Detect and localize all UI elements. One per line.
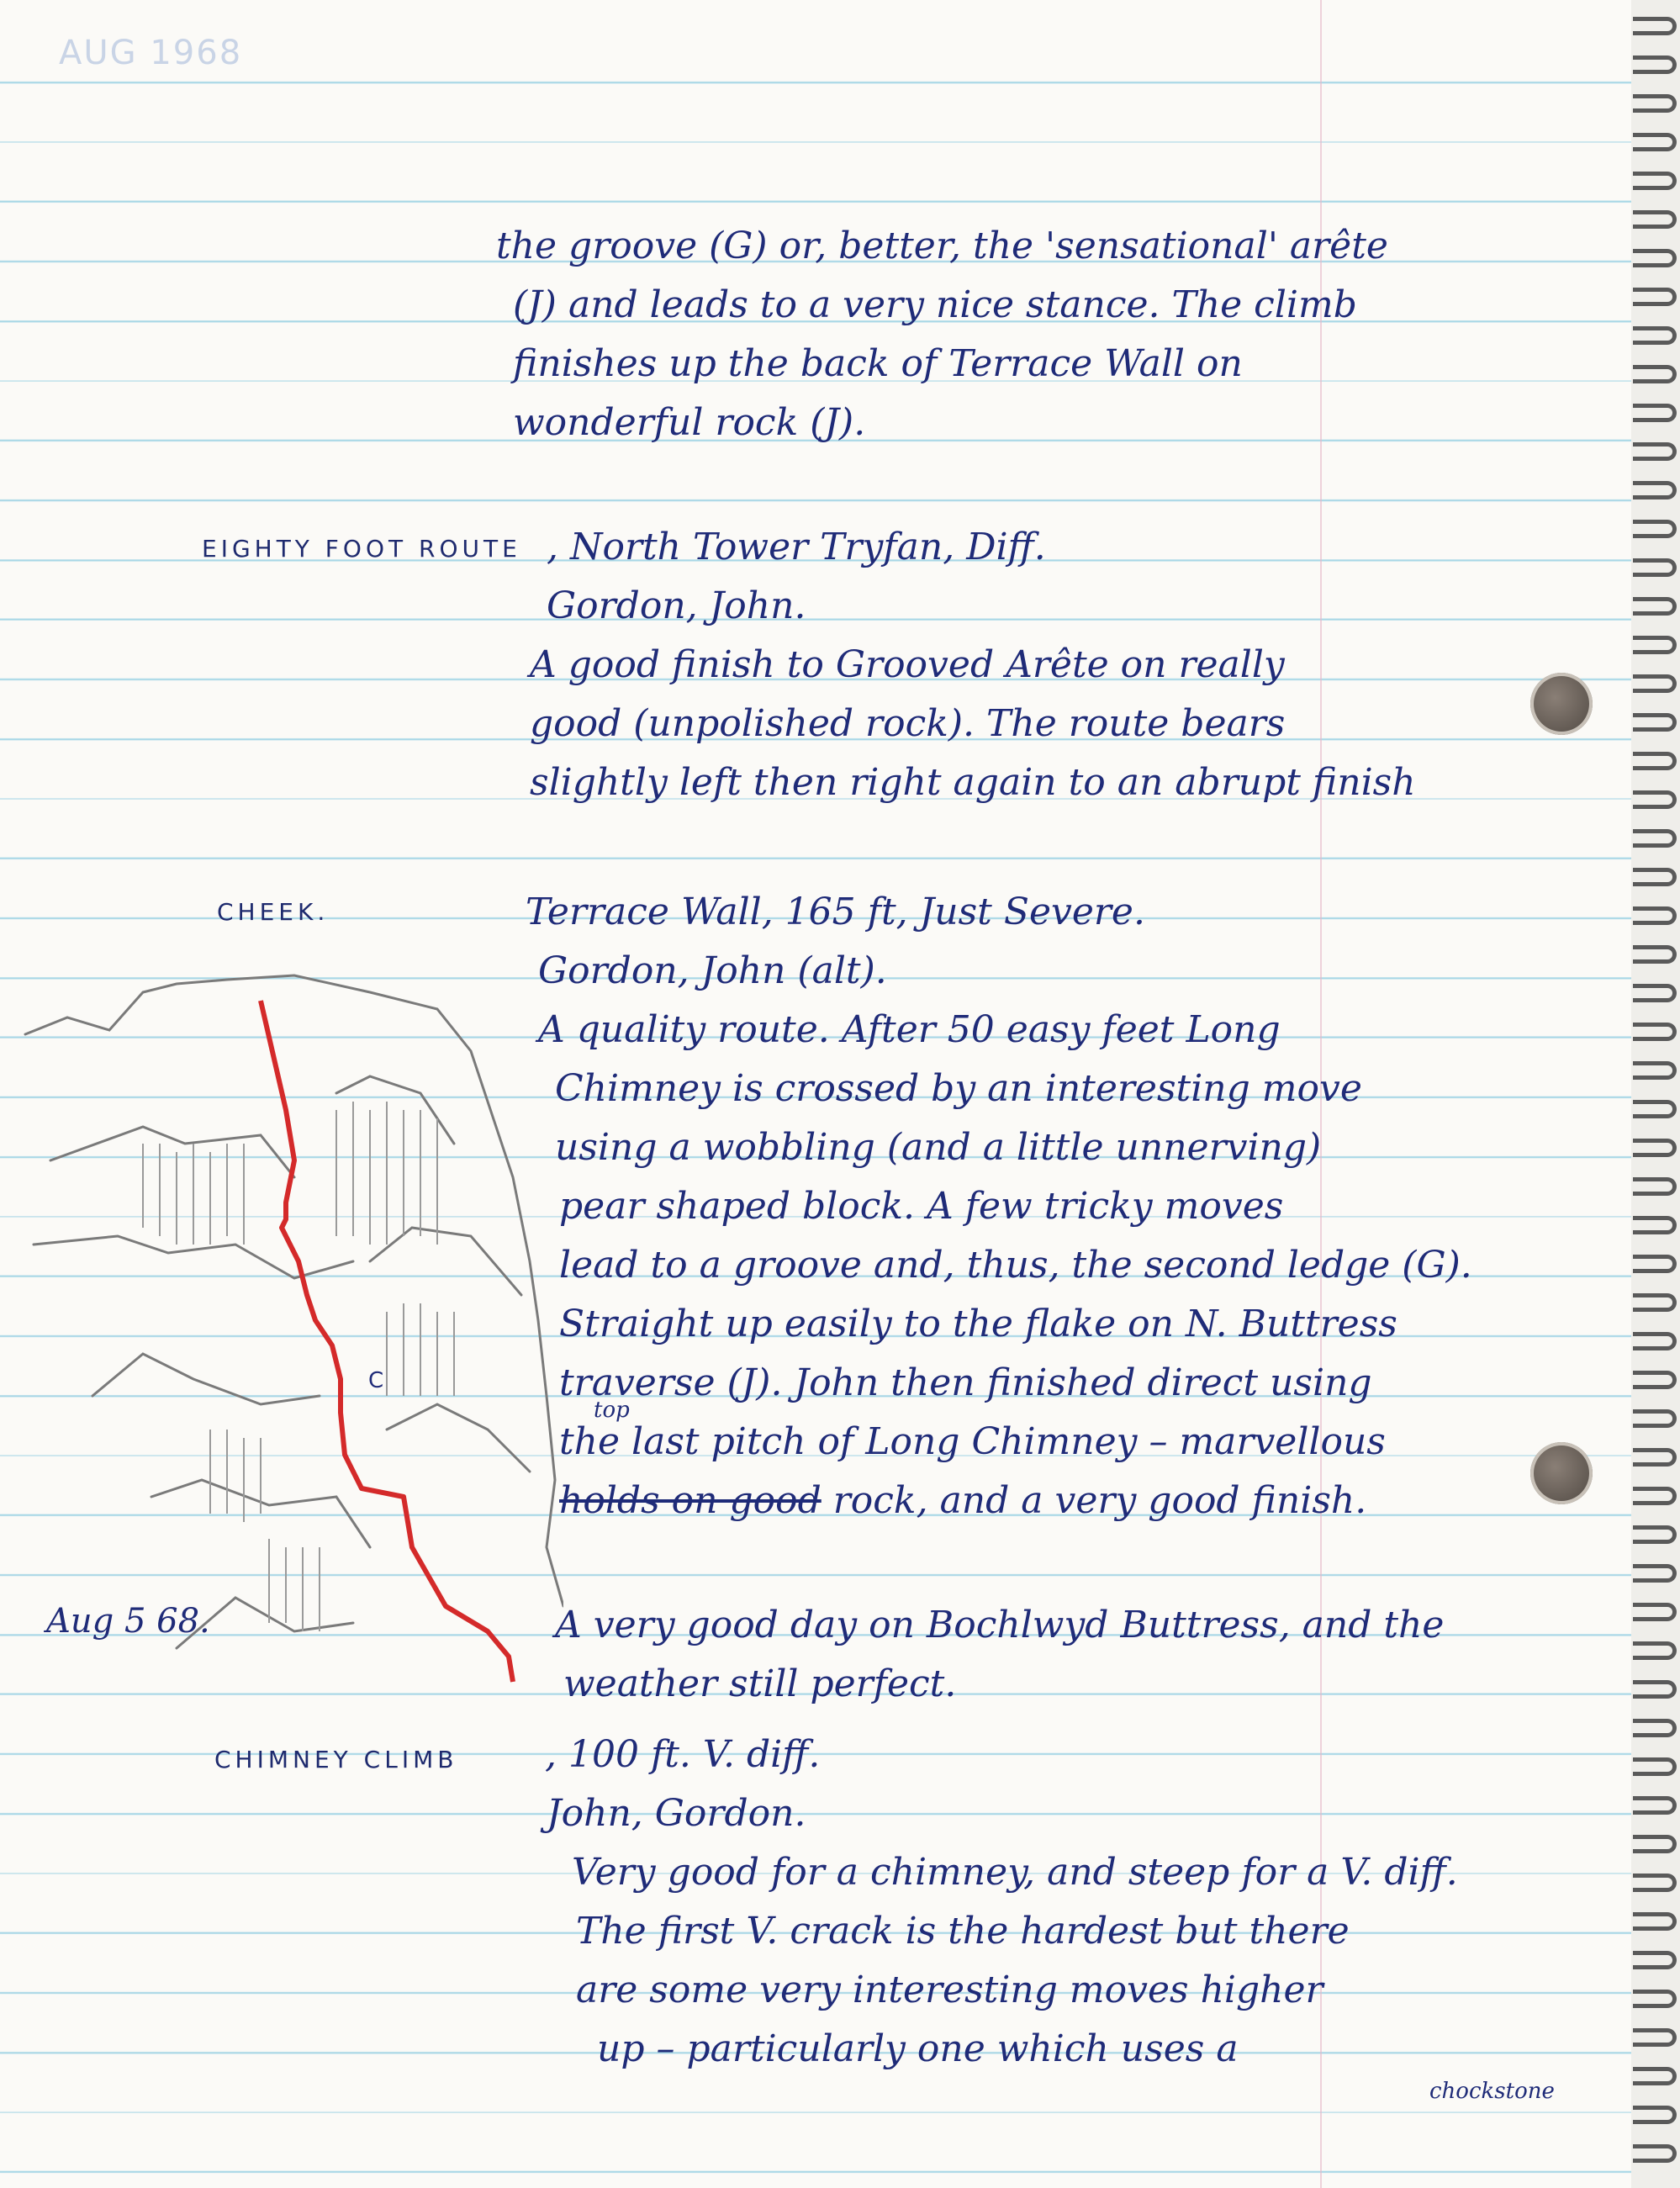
hatching <box>143 1144 244 1245</box>
spiral-coil <box>1633 1177 1677 1196</box>
spiral-coil <box>1633 442 1677 461</box>
date-stamp: AUG 1968 <box>59 34 243 72</box>
text-line: The first V. crack is the hardest but there <box>576 1910 1350 1953</box>
spiral-coil <box>1633 288 1677 306</box>
spiral-coil <box>1633 1216 1677 1234</box>
route-header: , North Tower Tryfan, Diff. <box>547 526 1046 568</box>
text-line: Straight up easily to the flake on N. Buttress <box>559 1303 1397 1345</box>
spiral-coil <box>1633 1448 1677 1467</box>
text-line: Very good for a chimney, and steep for a V. diff. <box>572 1851 1458 1894</box>
route-name: CHIMNEY CLIMB <box>214 1746 458 1773</box>
struck-text: holds on good <box>559 1479 822 1522</box>
spiral-coil <box>1633 133 1677 151</box>
spiral-coil <box>1633 1719 1677 1737</box>
spiral-coil <box>1633 365 1677 383</box>
entry-date: Aug 5 68. <box>46 1602 210 1641</box>
hatching <box>269 1539 320 1631</box>
spiral-coil <box>1633 1641 1677 1660</box>
spiral-coil <box>1633 674 1677 693</box>
spiral-coil <box>1633 1835 1677 1853</box>
spiral-coil <box>1633 210 1677 229</box>
binder-hole <box>1530 673 1593 735</box>
sketch-marker-c: C <box>368 1368 384 1393</box>
ledge-line <box>387 1404 530 1472</box>
spiral-coil <box>1633 1409 1677 1428</box>
text-tail: rock, and a very good finish. <box>832 1479 1367 1522</box>
ledge-line <box>92 1354 320 1404</box>
text-line: are some very interesting moves higher <box>576 1969 1323 2011</box>
route-header: Terrace Wall, 165 ft, Just Severe. <box>526 891 1145 933</box>
ledge-line <box>50 1127 294 1177</box>
text-line: the groove (G) or, better, the 'sensational' arête <box>496 225 1388 267</box>
spiral-coil <box>1633 326 1677 345</box>
text-line: good (unpolished rock). The route bears <box>530 702 1286 745</box>
text-line: A very good day on Bochlwyd Buttress, and the <box>555 1604 1445 1646</box>
text-line: (J) and leads to a very nice stance. The climb <box>513 283 1357 326</box>
route-header: , 100 ft. V. diff. <box>545 1733 821 1776</box>
crag-sketch <box>17 959 563 1715</box>
margin-note: chockstone <box>1429 2079 1555 2104</box>
binder-hole <box>1530 1442 1593 1504</box>
spiral-coil <box>1633 790 1677 809</box>
spiral-coil <box>1633 984 1677 1002</box>
spiral-coil <box>1633 94 1677 113</box>
hatching <box>336 1102 437 1245</box>
text-line: traverse (J). John then finished direct using <box>559 1361 1372 1404</box>
spiral-coil <box>1633 1680 1677 1699</box>
text-line: A good finish to Grooved Arête on really <box>530 643 1285 686</box>
spiral-coil <box>1633 1796 1677 1815</box>
text-line: A quality route. After 50 easy feet Long <box>538 1008 1281 1051</box>
route-party: Gordon, John. <box>547 584 806 627</box>
spiral-coil <box>1633 829 1677 848</box>
spiral-coil <box>1633 1061 1677 1080</box>
spiral-coil <box>1633 1371 1677 1389</box>
hatching <box>387 1303 454 1396</box>
spiral-coil <box>1633 1487 1677 1505</box>
text-line: finishes up the back of Terrace Wall on <box>513 342 1243 385</box>
spiral-coil <box>1633 1293 1677 1312</box>
route-name: CHEEK. <box>217 898 330 926</box>
text-line: up – particularly one which uses a <box>597 2027 1239 2070</box>
spiral-coil <box>1633 2106 1677 2124</box>
spiral-coil <box>1633 249 1677 267</box>
spiral-coil <box>1633 558 1677 577</box>
spiral-coil <box>1633 636 1677 654</box>
text-line: weather still perfect. <box>563 1662 957 1705</box>
crag-outline <box>25 975 563 1606</box>
spiral-coil <box>1633 1100 1677 1118</box>
text-line: using a wobbling (and a little unnerving) <box>555 1126 1322 1169</box>
route-party: John, Gordon. <box>547 1792 806 1835</box>
text-line: Chimney is crossed by an interesting move <box>555 1067 1362 1110</box>
inserted-word: top <box>594 1398 630 1423</box>
spiral-coil <box>1633 1139 1677 1157</box>
hatching <box>210 1430 261 1522</box>
spiral-coil <box>1633 2144 1677 2163</box>
spiral-coil <box>1633 2067 1677 2085</box>
spiral-coil <box>1633 906 1677 925</box>
spiral-coil <box>1633 481 1677 499</box>
ledge-line <box>177 1598 353 1648</box>
spiral-binding <box>1631 0 1680 2188</box>
spiral-coil <box>1633 1023 1677 1041</box>
route-name: EIGHTY FOOT ROUTE <box>202 535 521 563</box>
spiral-coil <box>1633 1603 1677 1621</box>
spiral-coil <box>1633 1525 1677 1544</box>
spiral-coil <box>1633 1255 1677 1273</box>
spiral-coil <box>1633 55 1677 74</box>
text-line: lead to a groove and, thus, the second ledge (G). <box>559 1244 1472 1287</box>
spiral-coil <box>1633 1874 1677 1892</box>
route-party: Gordon, John (alt). <box>538 949 887 992</box>
spiral-coil <box>1633 520 1677 538</box>
spiral-coil <box>1633 2028 1677 2047</box>
spiral-coil <box>1633 752 1677 770</box>
spiral-coil <box>1633 597 1677 616</box>
spiral-coil <box>1633 868 1677 886</box>
text-line: the last pitch of Long Chimney – marvellous <box>559 1420 1386 1463</box>
spiral-coil <box>1633 1757 1677 1776</box>
spiral-coil <box>1633 404 1677 422</box>
spiral-coil <box>1633 1951 1677 1969</box>
spiral-coil <box>1633 1564 1677 1583</box>
spiral-coil <box>1633 172 1677 190</box>
spiral-coil <box>1633 1990 1677 2008</box>
spiral-coil <box>1633 17 1677 35</box>
text-line: slightly left then right again to an abrupt finish <box>530 761 1416 804</box>
spiral-coil <box>1633 1332 1677 1350</box>
spiral-coil <box>1633 713 1677 732</box>
text-line: pear shaped block. A few tricky moves <box>559 1185 1284 1228</box>
spiral-coil <box>1633 1912 1677 1931</box>
ledge-line <box>370 1228 521 1295</box>
text-line: wonderful rock (J). <box>513 401 866 444</box>
spiral-coil <box>1633 945 1677 964</box>
text-line <box>559 1472 1631 1530</box>
